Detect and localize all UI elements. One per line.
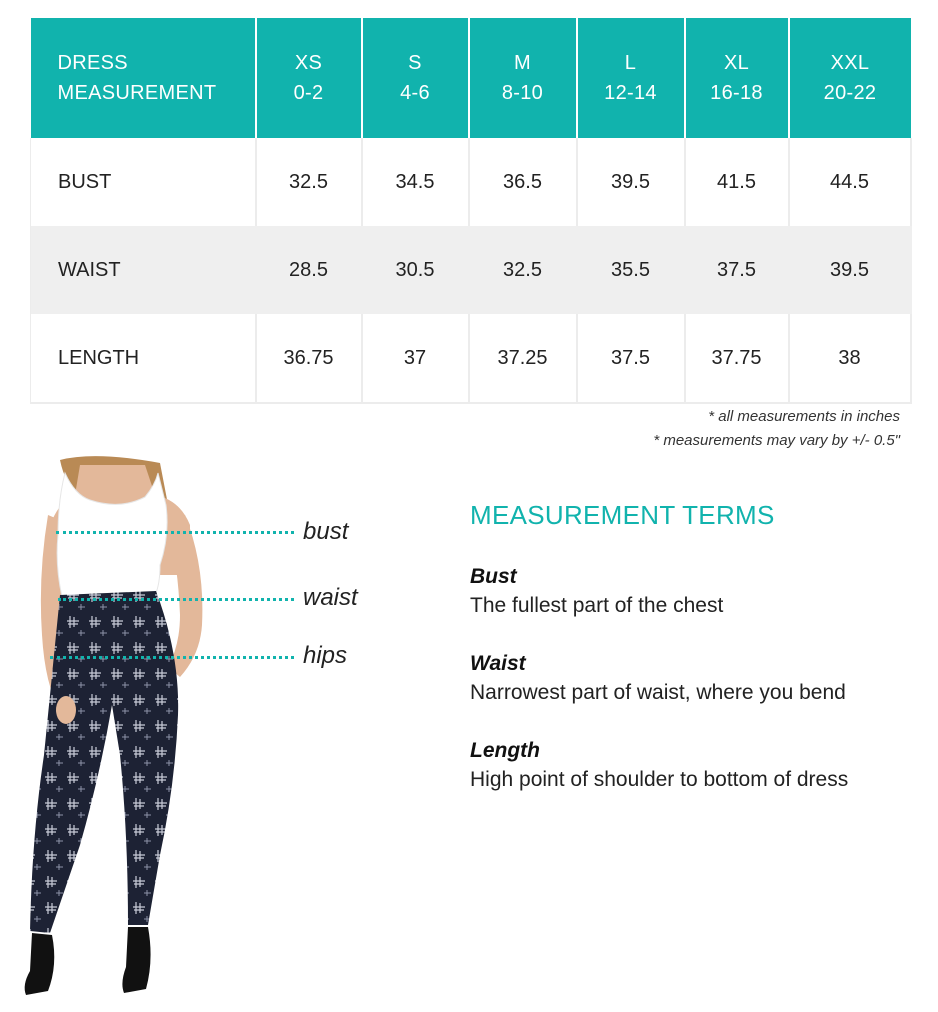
table-row-bust [31,138,911,226]
model-illustration [20,455,230,1007]
header-size-l [577,18,685,138]
header-label-line1: DRESS [57,52,128,74]
left-shoe-shape [25,933,55,995]
header-dress-measurement [31,18,256,138]
hips-dotted-line [50,656,294,659]
size-range: 8-10 [501,82,544,104]
header-size-m [469,18,577,138]
size-name: XS [294,52,323,74]
note-units: * all measurements in inches [708,408,900,425]
table-cell: 37.75 [685,314,789,403]
table-cell: 37.5 [577,314,685,403]
waist-label: waist [303,584,358,611]
table-cell: 28.5 [256,226,362,314]
hips-label: hips [303,642,348,669]
table-cell: 34.5 [362,138,469,226]
size-range: 0-2 [293,82,324,104]
table-row-waist [31,226,911,314]
size-range: 16-18 [710,82,763,104]
term-bust-name: Bust [470,565,517,588]
table-cell: 30.5 [362,226,469,314]
size-name: XL [723,52,750,74]
term-waist-name: Waist [470,652,526,675]
row-label: WAIST [31,226,256,314]
measurement-terms-title: MEASUREMENT TERMS [470,500,775,530]
size-chart-table [30,18,912,404]
table-cell: 37.25 [469,314,577,403]
table-cell: 39.5 [577,138,685,226]
note-variance: * measurements may vary by +/- 0.5" [653,432,900,449]
row-label: BUST [31,138,256,226]
table-row-length [31,314,911,403]
header-label-line2: MEASUREMENT [57,82,217,104]
table-cell: 36.5 [469,138,577,226]
bust-dotted-line [56,531,294,534]
right-shoe-shape [122,927,150,993]
size-name: XXL [830,52,870,74]
size-range: 20-22 [823,82,877,104]
table-cell: 32.5 [469,226,577,314]
table-cell: 37 [362,314,469,403]
size-name: L [624,52,637,74]
term-length-description: High point of shoulder to bottom of dress [470,768,849,791]
table-cell: 38 [789,314,911,403]
term-waist-description: Narrowest part of waist, where you bend [470,681,846,704]
table-cell: 32.5 [256,138,362,226]
term-length-name: Length [470,739,540,762]
header-size-xxl [789,18,911,138]
header-size-xs [256,18,362,138]
table-cell: 37.5 [685,226,789,314]
left-hand-shape [56,696,76,724]
table-header-row [31,18,911,138]
size-name: M [514,52,531,74]
waist-dotted-line [58,598,294,601]
table-cell: 44.5 [789,138,911,226]
term-bust-description: The fullest part of the chest [470,594,724,617]
header-size-s [362,18,469,138]
table-cell: 36.75 [256,314,362,403]
size-name: S [408,52,422,74]
row-label: LENGTH [31,314,256,403]
bust-label: bust [303,518,349,545]
size-range: 4-6 [400,82,430,104]
table-cell: 35.5 [577,226,685,314]
model-figure [20,455,358,1007]
table-cell: 39.5 [789,226,911,314]
header-size-xl [685,18,789,138]
table-cell: 41.5 [685,138,789,226]
size-range: 12-14 [604,82,657,104]
